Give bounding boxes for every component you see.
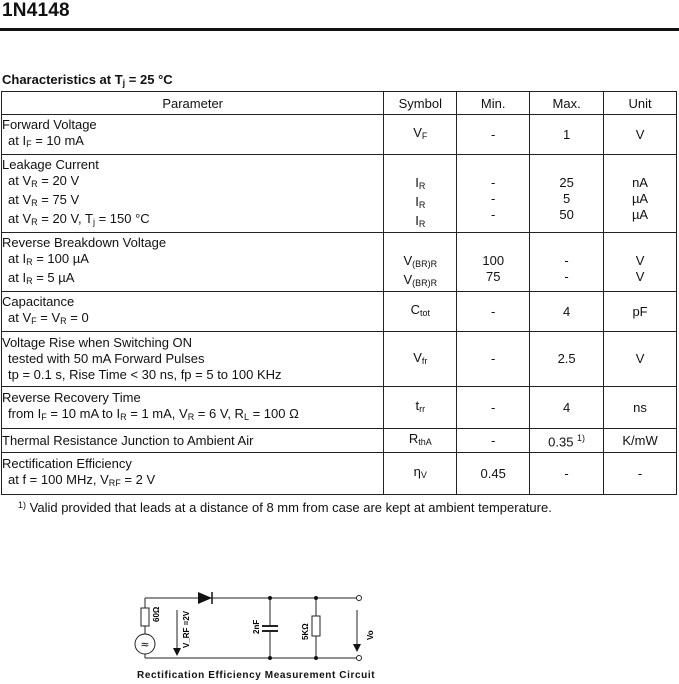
parameter-cell [2, 332, 384, 387]
column-header: Symbol [384, 92, 457, 115]
parameter-cell [2, 155, 384, 233]
min-cell [457, 332, 530, 387]
measurement-circuit-diagram [125, 588, 375, 668]
symbol-value: $V_{fr}$ [413, 349, 428, 366]
symbol-value: $I_R$ [415, 213, 426, 229]
column-header: Min. [457, 92, 530, 115]
parameter-condition: at f = 100 MHz, $V_{RF} = 2$ V [8, 472, 156, 488]
parameter-name: Thermal Resistance Junction to Ambient Air [2, 432, 254, 448]
table-header-row [2, 92, 677, 115]
max-value: 50 [559, 207, 574, 222]
resistor-5k [312, 616, 320, 636]
max-value: 4 [562, 399, 571, 415]
symbol-value: $\eta_V$ [413, 464, 427, 480]
vrf-arrowhead [173, 648, 181, 656]
unit-cell [604, 233, 677, 292]
parameter-condition: at $I_R = 100$ µA [8, 251, 89, 267]
parameter-name: Forward Voltage [2, 117, 97, 132]
parameter-name: Voltage Rise when Switching ON [2, 335, 193, 350]
unit-value: µA [631, 191, 649, 206]
min-value: - [491, 207, 496, 222]
table-row [2, 292, 677, 332]
parameter-cell [2, 292, 384, 332]
min-value: - [491, 191, 496, 206]
symbol-value: $V_F$ [413, 125, 428, 141]
max-value: 5 [562, 191, 571, 206]
max-cell [530, 332, 604, 387]
unit-value: ns [633, 399, 647, 415]
max-value: 0.35 $^{1)}$ [548, 433, 586, 450]
symbol-value: $t_{rr}$ [415, 398, 426, 414]
parameter-cell [2, 233, 384, 292]
min-value: - [491, 399, 496, 415]
unit-value: V [635, 126, 645, 142]
table-row [2, 115, 677, 155]
section-title: Characteristics at $T_j = 25$ °C [2, 72, 173, 88]
min-cell [457, 115, 530, 155]
label-vrf: V_RF =2V [182, 610, 191, 648]
output-terminal-top [357, 596, 362, 601]
parameter-name: Capacitance [2, 294, 75, 309]
footnote-text: Valid provided that leads at a distance of 8 mm from case are kept at ambient temperature. [29, 500, 552, 515]
unit-value: nA [632, 175, 648, 190]
symbol-value: $C_{tot}$ [410, 302, 430, 318]
parameter-cell [2, 387, 384, 429]
parameter-cell [2, 115, 384, 155]
footnote-mark: 1) [18, 500, 27, 510]
unit-value: V [635, 269, 645, 284]
unit-cell [604, 332, 677, 387]
parameter-name: Leakage Current [2, 157, 99, 172]
min-value: 75 [485, 269, 501, 284]
min-value: - [491, 175, 496, 190]
unit-value: pF [632, 303, 648, 319]
parameter-condition: at $I_R = 5$ µA [8, 270, 75, 286]
symbol-value: $I_R$ [415, 194, 426, 210]
max-value: - [564, 269, 569, 284]
min-value: - [491, 126, 496, 142]
diode-symbol [198, 592, 212, 604]
parameter-name: Reverse Recovery Time [2, 390, 141, 405]
unit-cell [604, 115, 677, 155]
ac-source-glyph: ≈ [140, 638, 150, 651]
symbol-cell [384, 233, 457, 292]
min-value: - [491, 432, 496, 448]
footnote [18, 500, 552, 515]
label-2nf: 2nF [252, 619, 261, 634]
min-cell [457, 292, 530, 332]
max-cell [530, 233, 604, 292]
unit-cell [604, 429, 677, 453]
symbol-cell [384, 332, 457, 387]
parameter-condition: at $V_R = 20$ V, $T_j = 150$ °C [8, 211, 150, 227]
unit-value: K/mW [622, 432, 658, 448]
max-cell [530, 155, 604, 233]
unit-cell [604, 387, 677, 429]
max-value: 2.5 [557, 351, 576, 366]
symbol-value: $R_{thA}$ [408, 431, 432, 447]
column-header: Max. [530, 92, 604, 115]
min-value: - [491, 351, 496, 366]
parameter-condition: tp = 0.1 s, Rise Time < 30 ns, fp = 5 to 100 KHz [8, 367, 282, 382]
symbol-cell [384, 155, 457, 233]
max-value: - [564, 253, 569, 268]
table-row [2, 387, 677, 429]
min-cell [457, 155, 530, 233]
max-value: 25 [559, 175, 574, 190]
parameter-condition: from $I_F = 10$ mA to $I_R = 1$ mA, $V_R = 6$ V, $R_L = 100$ Ω [8, 406, 299, 422]
table-row [2, 155, 677, 233]
unit-cell [604, 155, 677, 233]
table-row [2, 233, 677, 292]
label-vo: Vo [366, 630, 375, 640]
max-value: 1 [562, 126, 571, 142]
min-cell [457, 429, 530, 453]
min-value: 0.45 [480, 465, 506, 481]
max-cell [530, 453, 604, 495]
min-value: - [491, 303, 496, 319]
table-row [2, 429, 677, 453]
symbol-cell [384, 115, 457, 155]
symbol-cell [384, 453, 457, 495]
parameter-name: Reverse Breakdown Voltage [2, 235, 167, 250]
symbol-value: $I_R$ [415, 175, 426, 191]
symbol-cell [384, 292, 457, 332]
table-row [2, 332, 677, 387]
min-cell [457, 233, 530, 292]
symbol-value: $V_{(BR)R}$ [403, 272, 438, 288]
min-cell [457, 453, 530, 495]
parameter-condition: at $V_F = V_R = 0$ [8, 310, 89, 326]
parameter-condition: tested with 50 mA Forward Pulses [8, 351, 205, 366]
max-cell [530, 387, 604, 429]
unit-cell [604, 453, 677, 495]
symbol-value: $V_{(BR)R}$ [403, 253, 438, 269]
max-value: - [564, 465, 569, 481]
unit-value: µA [631, 207, 649, 222]
part-number-title: 1N4148 [2, 0, 70, 21]
parameter-condition: at $V_R = 75$ V [8, 192, 80, 208]
parameter-name: Rectification Efficiency [2, 456, 132, 471]
column-header: Unit [604, 92, 677, 115]
max-cell [530, 429, 604, 453]
unit-cell [604, 292, 677, 332]
max-value: 4 [562, 303, 571, 319]
unit-value: V [635, 253, 645, 268]
vo-arrowhead [353, 644, 361, 652]
circuit-caption: Rectification Efficiency Measurement Circuit [137, 670, 376, 681]
min-value: 100 [482, 253, 505, 268]
max-cell [530, 115, 604, 155]
parameter-condition: at $V_R = 20$ V [8, 173, 80, 189]
table-row [2, 453, 677, 495]
output-terminal-bottom [357, 656, 362, 661]
resistor-60ohm [141, 608, 149, 626]
min-cell [457, 387, 530, 429]
unit-value: V [635, 351, 645, 366]
column-header: Parameter [2, 92, 384, 115]
unit-value: - [637, 465, 643, 481]
parameter-condition: at $I_F = 10$ mA [8, 133, 84, 149]
label-5k: 5KΩ [301, 623, 310, 640]
symbol-cell [384, 387, 457, 429]
symbol-cell [384, 429, 457, 453]
label-60ohm: 60Ω [152, 606, 161, 622]
max-cell [530, 292, 604, 332]
characteristics-table [1, 91, 677, 495]
parameter-cell [2, 453, 384, 495]
title-rule [0, 28, 679, 31]
parameter-cell [2, 429, 384, 453]
